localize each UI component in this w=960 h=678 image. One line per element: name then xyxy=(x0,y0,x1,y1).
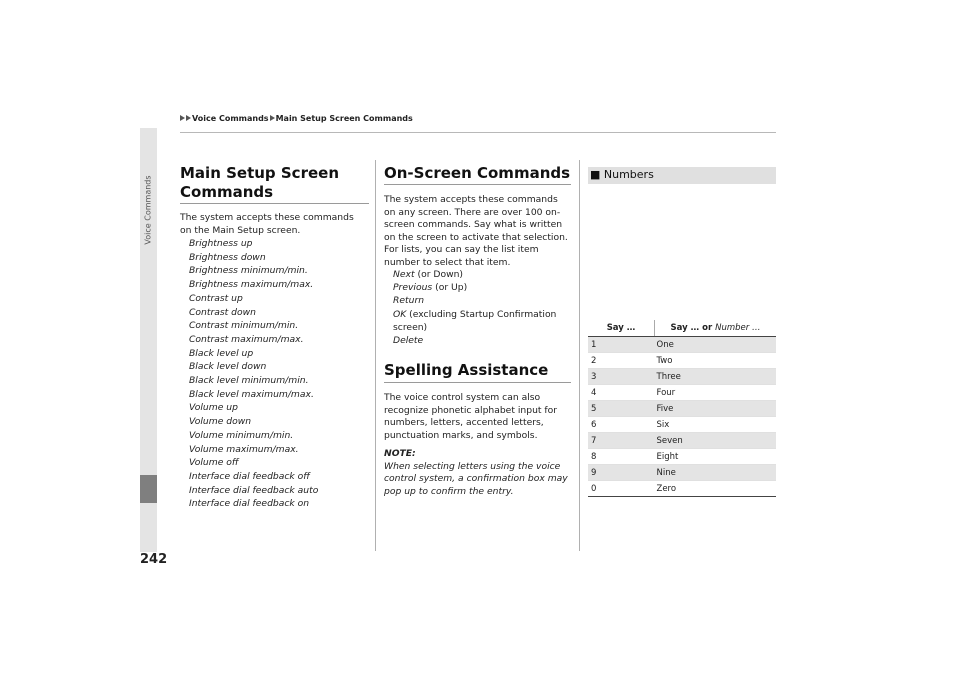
onscreen-heading: On-Screen Commands xyxy=(384,164,571,182)
column-header-say2: Say … or xyxy=(670,323,716,333)
command-item xyxy=(393,281,571,294)
breadcrumb-arrow-icon xyxy=(270,115,275,121)
command-item xyxy=(393,308,571,334)
command-item: Interface dial feedback on xyxy=(189,498,310,510)
main-setup-command-list xyxy=(189,237,318,511)
command-item: Black level maximum/max. xyxy=(189,388,314,400)
spelling-heading: Spelling Assistance xyxy=(384,361,549,379)
page-number: 242 xyxy=(140,552,168,567)
heading-rule xyxy=(384,382,571,383)
number-digit: 7 xyxy=(588,433,655,449)
number-word: Four xyxy=(655,385,777,401)
command-phrase: Return xyxy=(393,295,425,307)
number-digit: 1 xyxy=(588,337,655,353)
number-digit: 5 xyxy=(588,401,655,417)
number-word: One xyxy=(655,337,777,353)
command-item: Volume up xyxy=(189,402,238,414)
command-note: (or Up) xyxy=(432,282,468,294)
number-word: Zero xyxy=(655,481,777,497)
command-item: Contrast up xyxy=(189,292,243,304)
command-phrase: Delete xyxy=(393,335,424,347)
number-word: Five xyxy=(655,401,777,417)
header-divider xyxy=(180,132,776,133)
breadcrumb-arrow-icon xyxy=(186,115,191,121)
command-item: Volume minimum/min. xyxy=(189,429,294,441)
command-item xyxy=(393,268,571,281)
table-row xyxy=(588,337,776,353)
table-row xyxy=(588,433,776,449)
table-row xyxy=(588,369,776,385)
column-header-number: Number … xyxy=(715,323,761,333)
number-digit: 3 xyxy=(588,369,655,385)
spelling-body: The voice control system can also recognize phonetic alphabet input for numbers, letters, accented letters, punctuation marks, and symbols. xyxy=(384,392,558,441)
command-item: Contrast down xyxy=(189,306,256,318)
command-item xyxy=(393,294,571,307)
table-row xyxy=(588,449,776,465)
command-item: Interface dial feedback off xyxy=(189,470,310,482)
breadcrumb-arrow-icon xyxy=(180,115,185,121)
breadcrumb xyxy=(180,114,413,123)
command-item: Volume down xyxy=(189,416,252,428)
command-item: Contrast minimum/min. xyxy=(189,320,299,332)
note-text: When selecting letters using the voice control system, a confirmation box may pop up to confirm the entry. xyxy=(384,460,568,497)
table-header-row xyxy=(588,320,776,337)
chapter-side-label: Voice Commands xyxy=(143,175,153,245)
main-setup-heading: Main Setup Screen Commands xyxy=(180,164,339,201)
chapter-tab-marker xyxy=(140,475,157,503)
command-item: Brightness down xyxy=(189,251,266,263)
number-digit: 8 xyxy=(588,449,655,465)
breadcrumb-item-voice-commands[interactable]: Voice Commands xyxy=(192,114,269,123)
command-item: Contrast maximum/max. xyxy=(189,333,304,345)
table-row xyxy=(588,353,776,369)
command-item: Brightness minimum/min. xyxy=(189,265,308,277)
number-word: Seven xyxy=(655,433,777,449)
command-item: Black level minimum/min. xyxy=(189,375,309,387)
column-divider xyxy=(375,160,376,551)
onscreen-command-list xyxy=(393,268,571,347)
command-item: Black level down xyxy=(189,361,267,373)
table-row xyxy=(588,401,776,417)
number-word: Two xyxy=(655,353,777,369)
command-phrase: Next xyxy=(393,269,415,280)
command-item: Interface dial feedback auto xyxy=(189,484,319,496)
command-phrase: Previous xyxy=(393,282,433,294)
command-item: Volume maximum/max. xyxy=(189,443,299,455)
column-divider xyxy=(579,160,580,551)
main-setup-intro: The system accepts these commands on the Main Setup screen. xyxy=(180,212,354,236)
note-label: NOTE: xyxy=(384,448,416,459)
heading-rule xyxy=(384,184,571,185)
note xyxy=(384,448,574,498)
command-note: (or Down) xyxy=(414,269,464,280)
command-item: Brightness maximum/max. xyxy=(189,279,314,291)
number-digit: 9 xyxy=(588,465,655,481)
command-item: Brightness up xyxy=(189,238,253,249)
number-word: Three xyxy=(655,369,777,385)
number-digit: 0 xyxy=(588,481,655,497)
table-row xyxy=(588,417,776,433)
table-row xyxy=(588,481,776,497)
column-header-say: Say … xyxy=(588,320,655,337)
command-phrase: OK xyxy=(393,308,407,320)
command-item: Volume off xyxy=(189,457,239,469)
number-word: Six xyxy=(655,417,777,433)
numbers-heading: ■ Numbers xyxy=(590,168,654,181)
command-item: Black level up xyxy=(189,347,254,359)
command-note: (excluding Startup Confirmation screen) xyxy=(393,308,557,333)
table-row xyxy=(588,465,776,481)
number-word: Eight xyxy=(655,449,777,465)
heading-rule xyxy=(180,203,369,204)
number-digit: 2 xyxy=(588,353,655,369)
number-word: Nine xyxy=(655,465,777,481)
column-header-say-or-number xyxy=(655,320,777,337)
onscreen-intro: The system accepts these commands on any screen. There are over 100 on-screen commands. Say what is written on the screen to activate that selection. For lists, you can say the list item number to select that item. xyxy=(384,194,568,268)
number-digit: 6 xyxy=(588,417,655,433)
number-digit: 4 xyxy=(588,385,655,401)
command-item xyxy=(393,334,571,347)
breadcrumb-item-main-setup[interactable]: Main Setup Screen Commands xyxy=(275,114,413,123)
table-row xyxy=(588,385,776,401)
numbers-table-body xyxy=(588,337,776,497)
numbers-table xyxy=(588,320,776,497)
